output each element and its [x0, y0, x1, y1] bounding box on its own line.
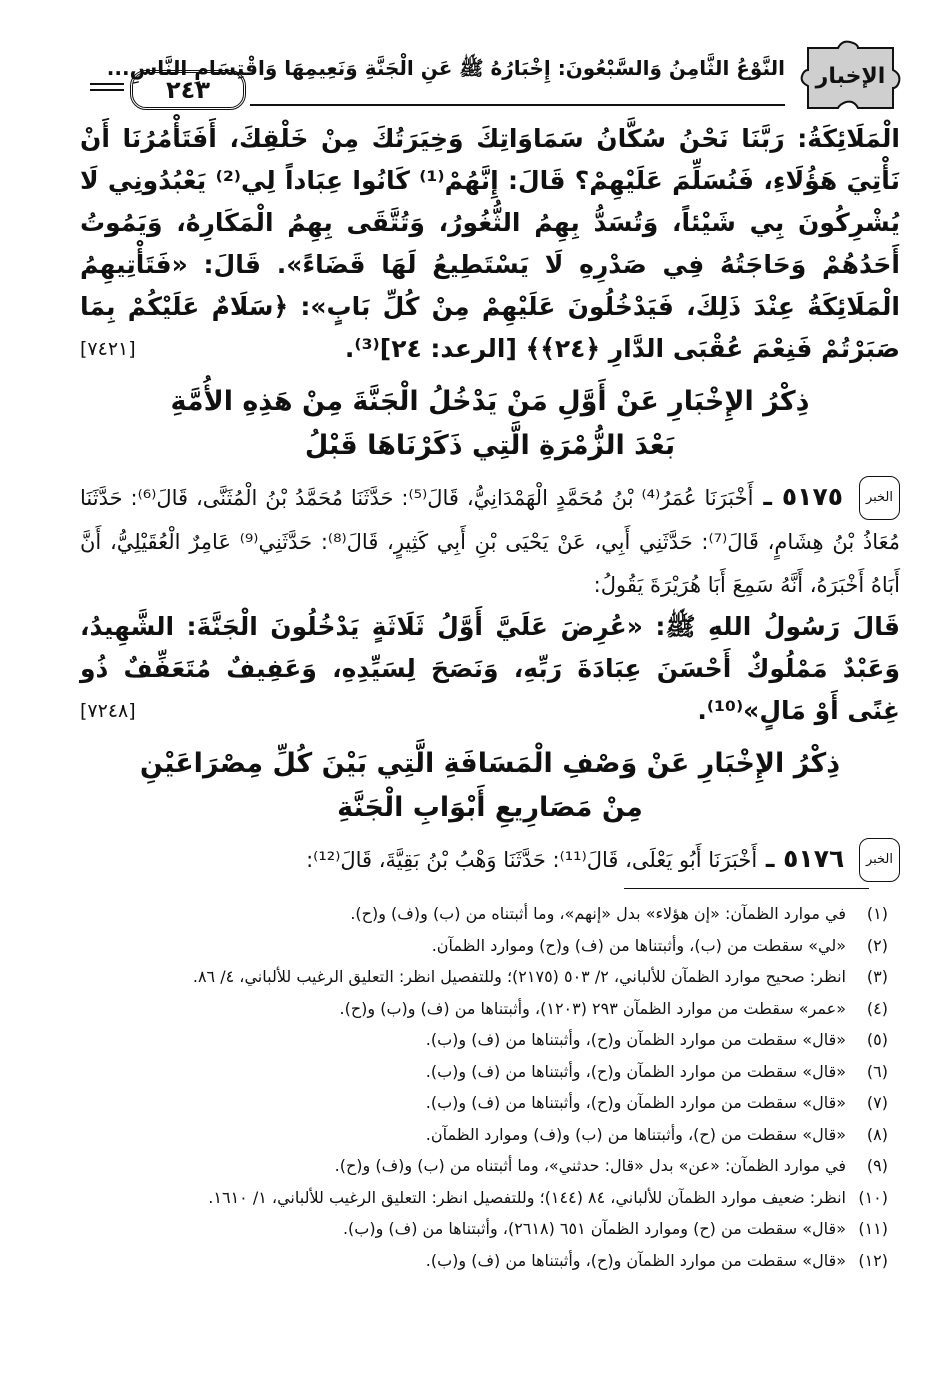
hadith-isnad [80, 476, 900, 606]
hadith-matn [80, 606, 900, 732]
footnote [88, 930, 888, 962]
footnote-number: (١) [866, 904, 888, 923]
footnote-text: انظر: صحيح موارد الظمآن للألباني، ٢/ ٥٠٣ (٢١٧٥)؛ وللتفصيل انظر: التعليق الرغيب للألباني، ٤/ ٨٦. [192, 967, 846, 986]
footnote-text: انظر: ضعيف موارد الظمآن للألباني، ٨٤ (١٤٤)؛ وللتفصيل انظر: التعليق الرغيب للألباني، ١/ ١٦١٠. [208, 1187, 846, 1207]
footnote-text: «قال» سقطت من (ح)، وأثبتناها من (ب) و(ف) وموارد الظمآن. [425, 1124, 846, 1144]
footnote-number: (١٢) [858, 1250, 888, 1270]
footnote-divider [624, 888, 869, 889]
reference-number: [٧٤٢١] [80, 338, 136, 360]
footnote [88, 1024, 888, 1056]
isnad-text: أَخْبَرَنَا عُمَرُ⁽⁴⁾ بْنُ مُحَمَّدٍ الْهَمْدَانِيُّ، قَالَ⁽⁵⁾: حَدَّثَنَا مُحَمَّدُ بْنُ الْمُثَنَّى، قَالَ⁽⁶⁾: حَدَّثَنَا مُعَاذُ بْنُ هِشَامٍ، قَالَ⁽⁷⁾: حَدَّثَنِي أَبِي، عَنْ يَحْيَى بْنِ أَبِي كَثِيرٍ، قَالَ⁽⁸⁾: حَدَّثَنِي⁽⁹⁾ عَامِرٌ الْعُقَيْلِيُّ، أَنَّ أَبَاهُ أَخْبَرَهُ، أَنَّهُ سَمِعَ أَبَا هُرَيْرَةَ يَقُولُ: [80, 486, 901, 597]
hadith-isnad [80, 838, 900, 882]
footnote [88, 1119, 888, 1151]
footnote-text: «قال» سقطت من موارد الظمآن و(ح)، وأثبتناها من (ف) و(ب). [425, 1250, 846, 1270]
footnote-number: (٦) [866, 1061, 888, 1081]
page-number: ٢٤٣ [130, 70, 246, 110]
footnote [88, 961, 888, 993]
section-label: الإخبار [815, 63, 886, 89]
main-text [80, 118, 900, 882]
footnote-text: «قال» سقطت من (ح) وموارد الظمآن ٦٥١ (٢٦١٨)، وأثبتناها من (ف) و(ب). [342, 1219, 846, 1238]
hadith-badge: الخبر [859, 838, 900, 882]
heading-line: ذِكْرُ الإِخْبَارِ عَنْ وَصْفِ الْمَسَافَةِ الَّتِي بَيْنَ كُلِّ مِصْرَاعَيْنِ [139, 748, 841, 779]
footnote-number: (١١) [858, 1219, 888, 1238]
heading-line: بَعْدَ الزُّمْرَةِ الَّتِي ذَكَرْنَاهَا قَبْلُ [304, 430, 676, 461]
section-heading [80, 380, 900, 468]
footnote [88, 1245, 888, 1277]
footnote-number: (٢) [866, 935, 888, 955]
heading-line: ذِكْرُ الإِخْبَارِ عَنْ أَوَّلِ مَنْ يَدْخُلُ الْجَنَّةَ مِنْ هَذِهِ الأُمَّةِ [170, 386, 810, 417]
footnote-text: «عمر» سقطت من موارد الظمآن ٢٩٣ (١٢٠٣)، وأثبتناها من (ف) و(ب) و(ح). [339, 998, 846, 1018]
hadith-number: ٥١٧٥ ـ [763, 482, 843, 511]
footnote-text: «قال» سقطت من موارد الظمآن و(ح)، وأثبتناها من (ف) و(ب). [425, 1093, 846, 1112]
footnote [88, 898, 888, 930]
footnote [88, 993, 888, 1025]
paragraph [80, 118, 900, 370]
page-header [60, 32, 895, 110]
footnote-number: (٨) [866, 1124, 888, 1144]
footnote [88, 1150, 888, 1182]
paragraph-text: الْمَلَائِكَةُ: رَبَّنَا نَحْنُ سُكَّانُ سَمَاوَاتِكَ وَخِيَرَتُكَ مِنْ خَلْقِكَ، أَفَتَأْمُرُنَا أَنْ نَأْتِيَ هَؤُلَاءِ، فَنُسَلِّمَ عَلَيْهِمْ؟ قَالَ: إِنَّهُمْ⁽¹⁾ كَانُوا عِبَاداً لِي⁽²⁾ يَعْبُدُونِي لَا يُشْرِكُونَ بِي شَيْئاً، وَتُسَدُّ بِهِمُ الثُّغُورُ، وَتُتَّقَى بِهِمُ الْمَكَارِهُ، وَيَمُوتُ أَحَدُهُمْ وَحَاجَتُهُ فِي صَدْرِهِ لَا يَسْتَطِيعُ لَهَا قَضَاءً». قَالَ: «فَتَأْتِيهِمُ الْمَلَائِكَةُ عِنْدَ ذَلِكَ، فَيَدْخُلُونَ عَلَيْهِمْ مِنْ كُلِّ بَابٍ»: ﴿سَلَامٌ عَلَيْكُمْ بِمَا صَبَرْتُمْ فَنِعْمَ عُقْبَى الدَّارِ ﴿٢٤﴾﴾ [الرعد: ٢٤]⁽³⁾. [80, 124, 900, 363]
isnad-text: أَخْبَرَنَا أَبُو يَعْلَى، قَالَ⁽¹¹⁾: حَدَّثَنَا وَهْبُ بْنُ بَقِيَّةَ، قَالَ⁽¹²⁾: [306, 848, 758, 872]
matn-text: قَالَ رَسُولُ اللهِ ﷺ: «عُرِضَ عَلَيَّ أَوَّلُ ثَلَاثَةٍ يَدْخُلُونَ الْجَنَّةَ: الشَّهِيدُ، وَعَبْدٌ مَمْلُوكٌ أَحْسَنَ عِبَادَةَ رَبِّهِ، وَنَصَحَ لِسَيِّدِهِ، وَعَفِيفٌ مُتَعَفِّفٌ ذُو غِنًى أَوْ مَالٍ»⁽¹⁰⁾. [80, 612, 900, 725]
hadith-badge: الخبر [859, 476, 900, 520]
footnote-text: «لي» سقطت من (ب)، وأثبتناها من (ف) و(ح) وموارد الظمآن. [431, 935, 846, 955]
footnote-text: في موارد الظمآن: «عن» بدل «قال: حدثني»، وما أثبتناه من (ب) و(ف) و(ح). [334, 1156, 846, 1175]
section-heading [80, 742, 900, 830]
footnotes [88, 898, 888, 1276]
page-number-rule [90, 89, 124, 91]
footnote-text: «قال» سقطت من موارد الظمآن و(ح)، وأثبتناها من (ف) و(ب). [425, 1061, 846, 1081]
footnote [88, 1087, 888, 1119]
section-label-badge [798, 40, 903, 112]
footnote-number: (١٠) [858, 1187, 888, 1207]
footnote [88, 1213, 888, 1245]
footnote [88, 1182, 888, 1214]
hadith-number: ٥١٧٦ ـ [765, 844, 845, 873]
reference-number: [٧٢٤٨] [80, 700, 136, 722]
footnote-number: (٥) [866, 1030, 888, 1049]
footnote-number: (٣) [866, 967, 888, 986]
running-title: النَّوْعُ الثَّامِنُ وَالسَّبْعُونَ: إِخْبَارُهُ ﷺ عَنِ الْجَنَّةِ وَنَعِيمِهَا وَاقْتِسَامِ النَّاسِ... [106, 56, 785, 80]
footnote-text: «قال» سقطت من موارد الظمآن و(ح)، وأثبتناها من (ف) و(ب). [425, 1030, 846, 1049]
footnote [88, 1056, 888, 1088]
footnote-number: (٤) [866, 998, 888, 1018]
footnote-text: في موارد الظمآن: «إن هؤلاء» بدل «إنهم»، وما أثبتناه من (ب) و(ف) و(ح). [350, 904, 846, 923]
heading-line: مِنْ مَصَارِيعِ أَبْوَابِ الْجَنَّةِ [337, 792, 643, 823]
header-rule [250, 104, 785, 106]
footnote-number: (٩) [866, 1156, 888, 1175]
footnote-number: (٧) [866, 1093, 888, 1112]
page-number-rule [90, 83, 124, 85]
